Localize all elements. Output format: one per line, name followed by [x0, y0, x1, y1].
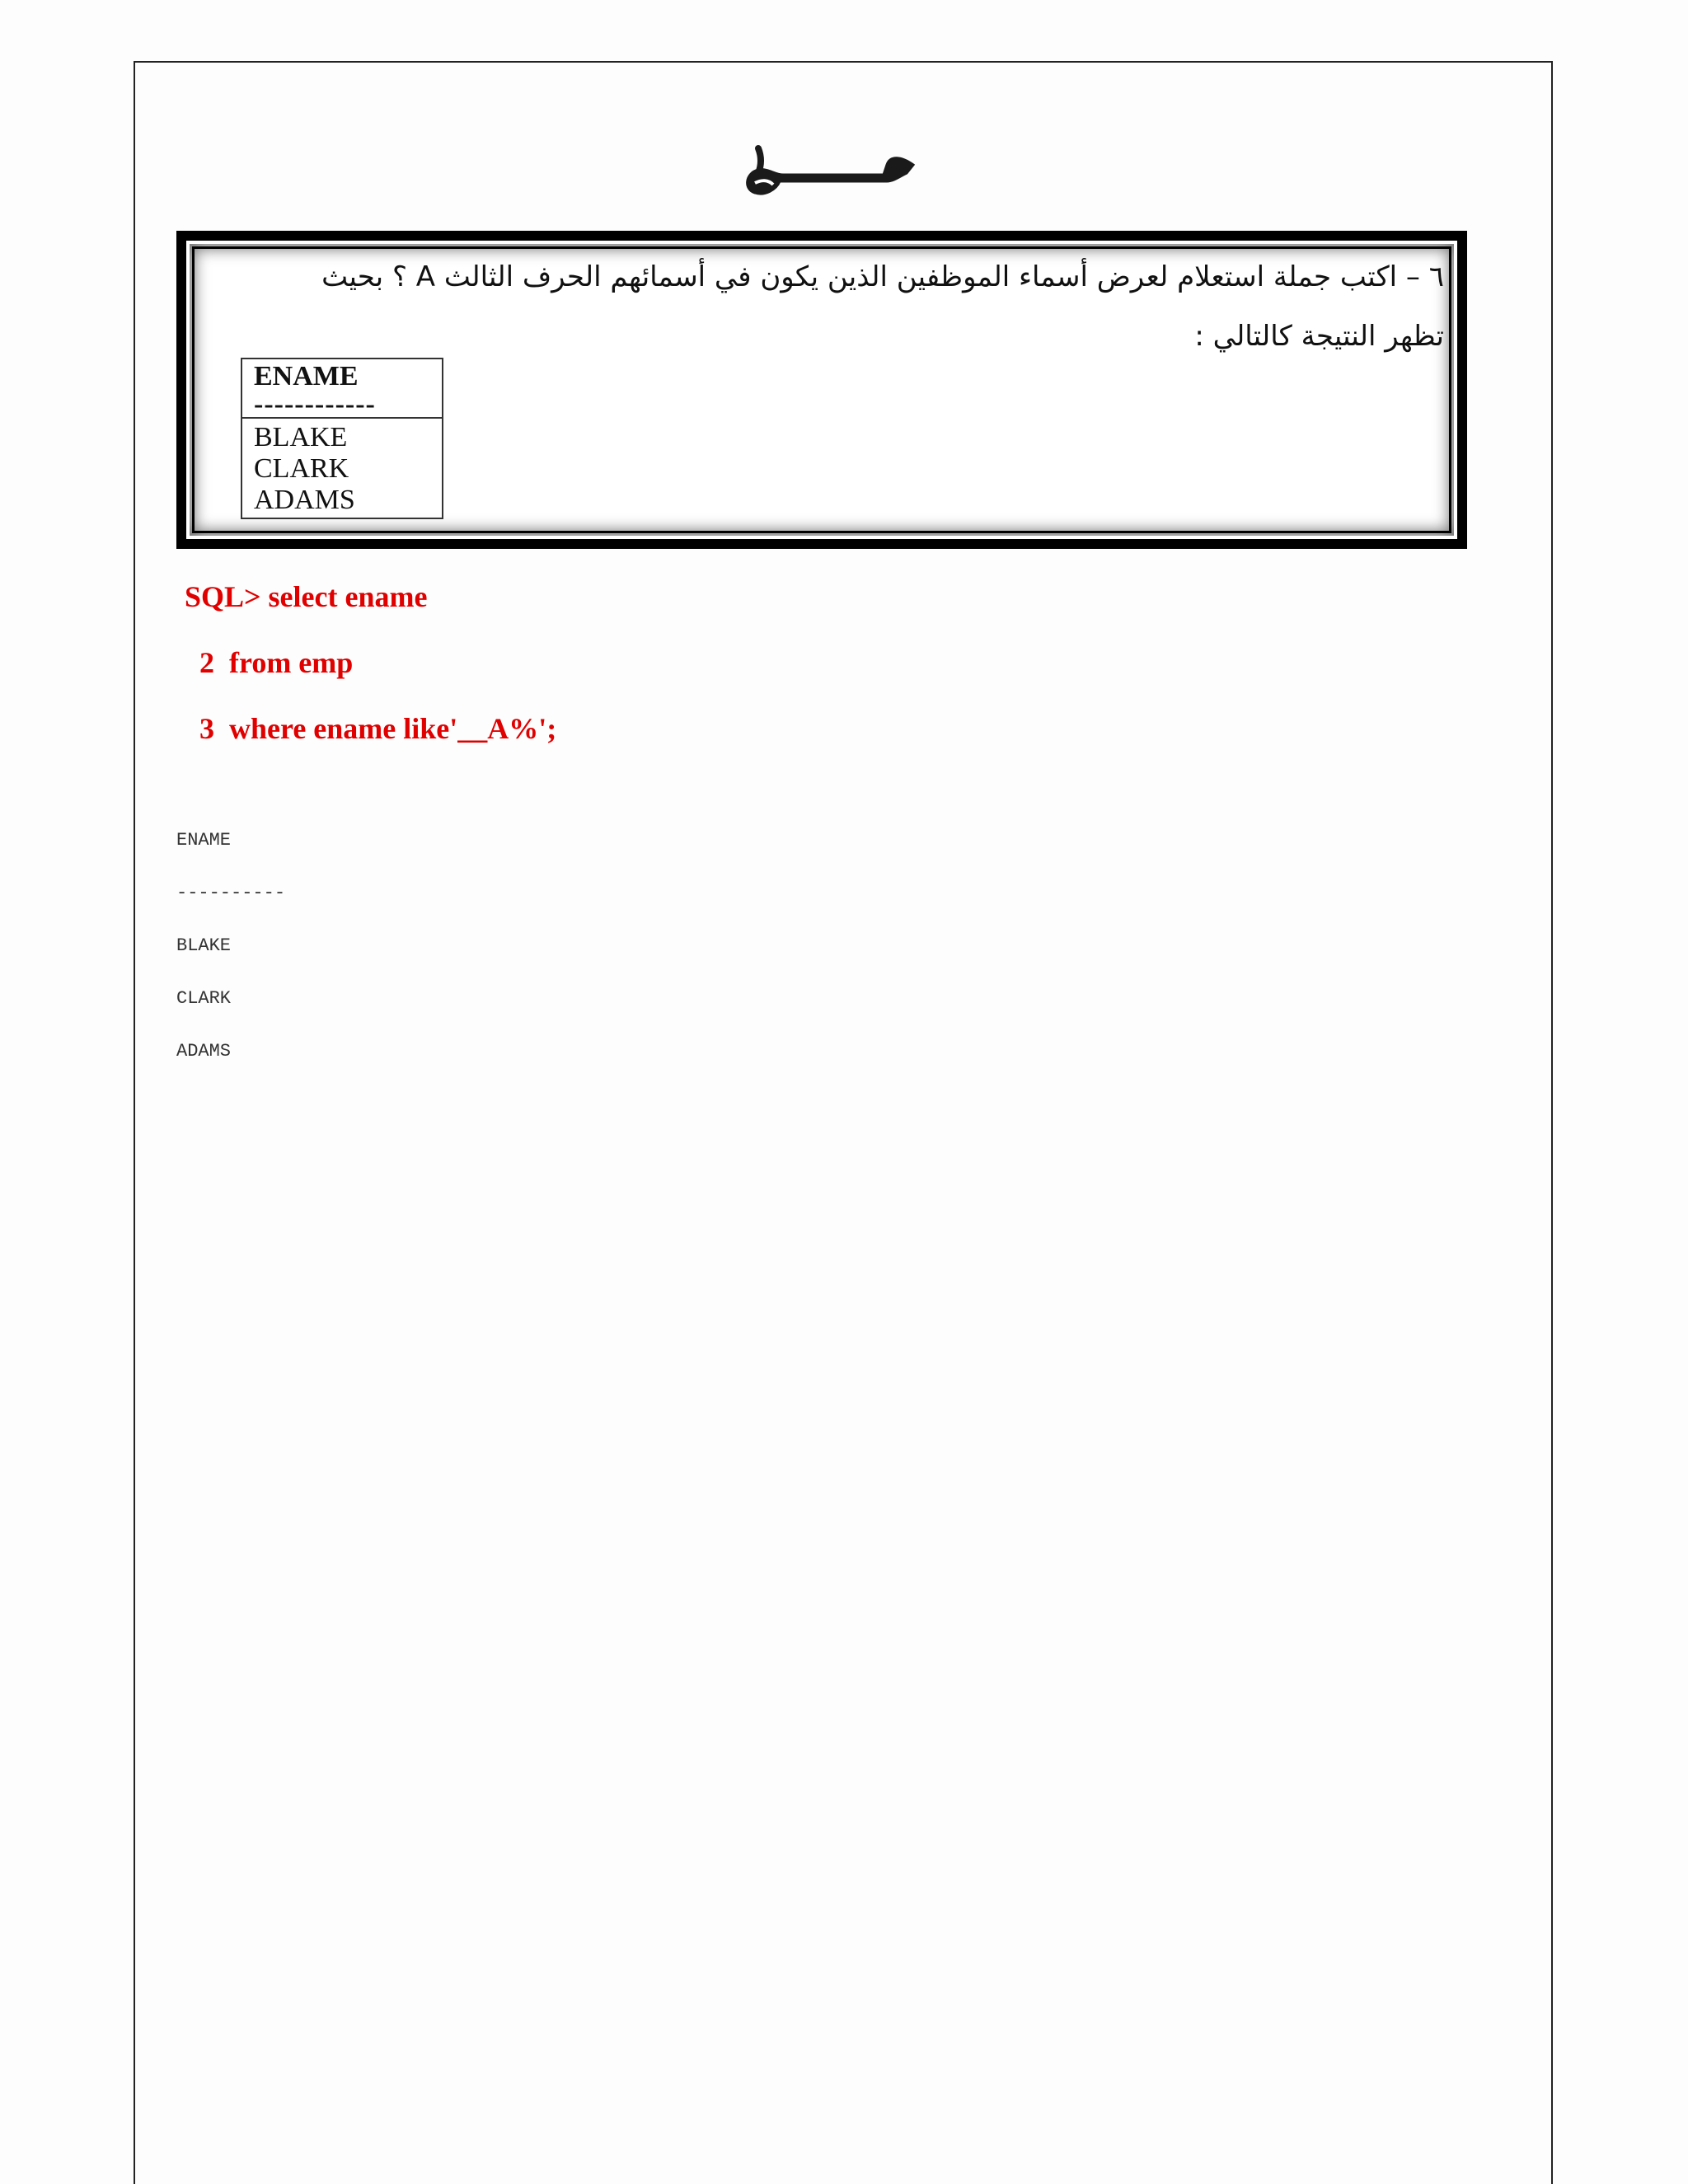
- output-row: CLARK: [176, 988, 232, 1009]
- solution-heading-calligraphy: [725, 132, 923, 206]
- expected-result-body: [242, 419, 442, 518]
- expected-result-column-name: ENAME: [254, 361, 359, 391]
- expected-result-table: [241, 358, 443, 519]
- question-box: [176, 231, 1467, 549]
- sql-line-1: SQL> select ename: [185, 580, 428, 613]
- question-text-line-1: ٦ – اكتب جملة استعلام لعرض أسماء الموظفين الذين يكون في أسمائهم الحرف الثالث A ؟ بحيث: [321, 260, 1444, 293]
- expected-result-header: [242, 359, 442, 419]
- output-column-header: ENAME: [176, 830, 232, 851]
- output-row: ADAMS: [176, 1041, 232, 1062]
- output-divider: ----------: [176, 883, 286, 903]
- solution-calligraphy-icon: [725, 132, 923, 206]
- sql-line-2: 2 from emp: [185, 646, 354, 679]
- expected-result-row: BLAKE: [254, 422, 348, 452]
- expected-result-row: CLARK: [254, 453, 349, 484]
- output-row: BLAKE: [176, 935, 232, 956]
- expected-result-divider: ------------: [254, 389, 376, 419]
- expected-result-row: ADAMS: [254, 485, 355, 515]
- question-inner-frame: [186, 241, 1457, 539]
- sql-answer: [185, 575, 556, 773]
- sql-line-3: 3 where ename like'__A%';: [185, 712, 557, 745]
- query-output: [176, 826, 285, 1090]
- question-text-line-2: تظهر النتيجة كالتالي :: [1194, 320, 1444, 353]
